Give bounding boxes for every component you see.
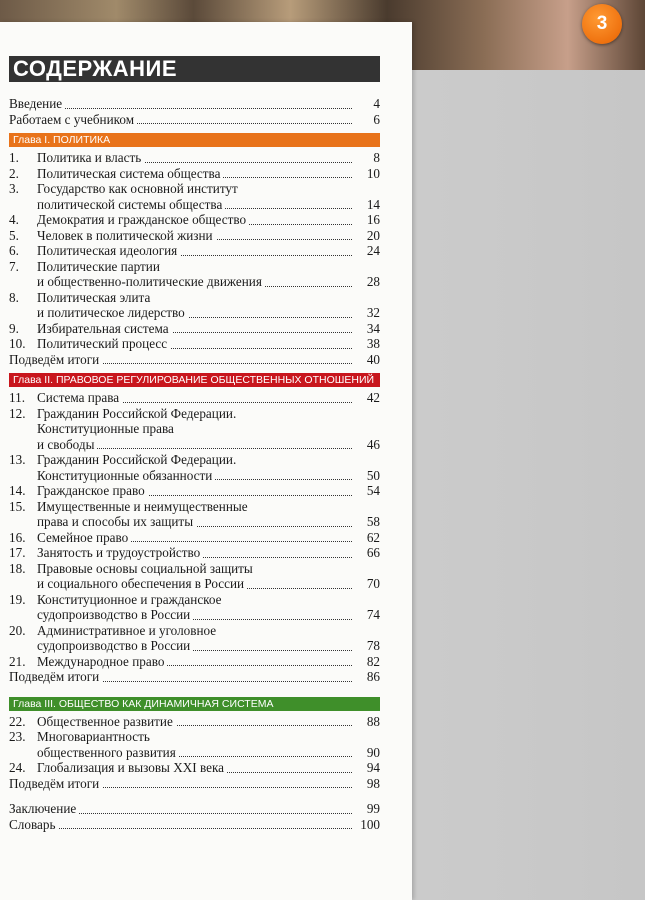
toc-page: 74	[366, 607, 380, 622]
toc-row[interactable]	[9, 437, 380, 453]
toc-title-text: Подведём итоги	[9, 776, 102, 791]
toc-title	[37, 714, 352, 730]
toc-title	[37, 729, 352, 745]
toc-row[interactable]	[9, 669, 380, 685]
toc-title-text: политической системы общества	[37, 197, 225, 212]
toc-number: 21.	[9, 653, 26, 669]
toc-title	[37, 483, 352, 499]
toc-row[interactable]	[9, 352, 380, 368]
chapter-heading: Глава III. ОБЩЕСТВО КАК ДИНАМИЧНАЯ СИСТЕМА	[9, 697, 380, 711]
toc-title-text: Словарь	[9, 817, 59, 832]
toc-page: 46	[366, 436, 380, 452]
toc-title	[37, 243, 352, 259]
toc-title	[37, 545, 352, 561]
toc-row[interactable]	[9, 545, 380, 561]
toc-row[interactable]	[9, 530, 380, 546]
page-sheet	[0, 22, 412, 900]
toc-row[interactable]	[9, 576, 380, 592]
toc-page: 100	[360, 816, 380, 832]
toc-row[interactable]	[9, 801, 380, 817]
toc-number: 16.	[9, 529, 26, 545]
toc-title	[9, 776, 352, 792]
toc-number: 23.	[9, 729, 26, 744]
toc-row[interactable]	[9, 336, 380, 352]
toc-row[interactable]	[9, 290, 380, 306]
toc-number: 22.	[9, 713, 26, 729]
toc-page: 24	[366, 243, 380, 258]
toc-title	[37, 760, 352, 776]
toc-number: 1.	[9, 150, 19, 165]
toc-row[interactable]	[9, 228, 380, 244]
toc-title-text: Гражданин Российской Федерации.	[37, 406, 239, 421]
toc-row[interactable]	[9, 499, 380, 515]
toc-title-text: Политика и власть	[37, 150, 144, 165]
toc-row[interactable]	[9, 321, 380, 337]
toc-page: 98	[366, 775, 380, 791]
chapter-heading: Глава II. ПРАВОВОЕ РЕГУЛИРОВАНИЕ ОБЩЕСТВЕННЫХ ОТНОШЕНИЙ	[9, 373, 380, 387]
toc-row[interactable]	[9, 776, 380, 792]
title-bar	[9, 56, 380, 82]
toc-title-text: судопроизводство в России	[37, 607, 193, 622]
toc-row[interactable]	[9, 166, 380, 182]
toc-title-text: и социального обеспечения в России	[37, 576, 247, 591]
toc-number: 19.	[9, 591, 26, 607]
toc-number: 8.	[9, 289, 19, 305]
toc-title	[37, 452, 352, 468]
toc-title	[37, 228, 352, 244]
toc-title-text: Избирательная система	[37, 321, 172, 336]
toc-title	[37, 421, 352, 437]
toc-row[interactable]	[9, 421, 380, 437]
toc-title	[37, 745, 352, 761]
toc-title	[37, 576, 352, 592]
toc-title-text: и политическое лидерство	[37, 305, 188, 320]
toc-title-text: судопроизводство в России	[37, 638, 193, 653]
toc-row[interactable]	[9, 638, 380, 654]
toc-page: 34	[366, 320, 380, 336]
toc-number: 24.	[9, 760, 26, 775]
toc-title	[9, 96, 352, 112]
toc-title	[37, 321, 352, 337]
toc-title-text: Подведём итоги	[9, 669, 102, 684]
toc-title	[37, 150, 352, 166]
toc-title	[37, 623, 352, 639]
toc-title-text: и свободы	[37, 437, 97, 452]
toc-title	[37, 290, 352, 306]
toc-title	[37, 390, 352, 406]
toc-title-text: Демократия и гражданское общество	[37, 212, 249, 227]
toc-row[interactable]	[9, 592, 380, 608]
toc-page: 70	[366, 576, 380, 591]
toc-number: 3.	[9, 181, 19, 196]
toc-title-text: Политические партии	[37, 259, 163, 274]
toc-title-text: Система права	[37, 390, 122, 405]
toc-row[interactable]	[9, 390, 380, 406]
toc-title	[37, 561, 352, 577]
toc-number: 5.	[9, 227, 19, 243]
toc-page: 32	[366, 305, 380, 320]
toc-title	[37, 259, 352, 275]
toc-number: 13.	[9, 452, 26, 467]
toc-page: 14	[366, 196, 380, 212]
toc-number: 18.	[9, 560, 26, 576]
toc-title-text: Общественное развитие	[37, 714, 176, 729]
toc-row[interactable]	[9, 607, 380, 623]
toc-title	[9, 352, 352, 368]
toc-row[interactable]	[9, 212, 380, 228]
toc-page: 6	[373, 111, 380, 127]
toc-title-text: Многовариантность	[37, 729, 153, 744]
toc-row[interactable]	[9, 623, 380, 639]
toc-row[interactable]	[9, 305, 380, 321]
toc-row[interactable]	[9, 259, 380, 275]
toc-number: 15.	[9, 498, 26, 514]
toc-title-text: Конституционные обязанности	[37, 468, 215, 483]
toc-row[interactable]	[9, 561, 380, 577]
toc-title	[37, 530, 352, 546]
toc-page: 28	[366, 274, 380, 289]
toc-row[interactable]	[9, 243, 380, 259]
toc-row[interactable]	[9, 729, 380, 745]
toc-title-text: Государство как основной институт	[37, 181, 241, 196]
toc-page: 99	[366, 801, 380, 816]
toc-row[interactable]	[9, 483, 380, 499]
toc-number: 11.	[9, 390, 25, 405]
toc-number: 6.	[9, 243, 19, 258]
toc-title-text: Административное и уголовное	[37, 623, 219, 638]
toc-page: 62	[366, 529, 380, 545]
toc-number: 9.	[9, 320, 19, 336]
toc-title	[37, 514, 352, 530]
toc-page: 20	[366, 227, 380, 243]
toc-row[interactable]	[9, 112, 380, 128]
toc-title-text: Введение	[9, 96, 65, 111]
toc-title	[37, 654, 352, 670]
toc-title-text: Глобализация и вызовы XXI века	[37, 760, 227, 775]
toc-page: 54	[366, 483, 380, 498]
toc-page: 16	[366, 212, 380, 227]
leader-dots	[9, 828, 352, 829]
toc-number: 17.	[9, 545, 26, 560]
toc-page: 42	[366, 390, 380, 405]
toc-title	[37, 212, 352, 228]
toc-number: 4.	[9, 212, 19, 227]
toc-row[interactable]	[9, 406, 380, 422]
toc-row[interactable]	[9, 817, 380, 833]
table-of-contents	[9, 96, 380, 832]
toc-title	[9, 801, 352, 817]
toc-title-text: Правовые основы социальной защиты	[37, 561, 256, 576]
page-number-badge: 3	[582, 4, 622, 44]
toc-page: 88	[366, 713, 380, 729]
toc-title-text: Международное право	[37, 654, 167, 669]
toc-title	[9, 669, 352, 685]
toc-title-text: и общественно-политические движения	[37, 274, 265, 289]
toc-title-text: Подведём итоги	[9, 352, 102, 367]
toc-page: 50	[366, 467, 380, 483]
toc-title-text: общественного развития	[37, 745, 179, 760]
toc-title	[37, 437, 352, 453]
toc-row[interactable]	[9, 714, 380, 730]
toc-row[interactable]	[9, 197, 380, 213]
toc-number: 20.	[9, 622, 26, 638]
toc-title-text: Конституционные права	[37, 421, 177, 436]
toc-title-text: Работаем с учебником	[9, 112, 137, 127]
toc-title	[37, 305, 352, 321]
toc-title-text: Человек в политической жизни	[37, 228, 216, 243]
toc-row[interactable]	[9, 452, 380, 468]
toc-title	[37, 274, 352, 290]
toc-title-text: Заключение	[9, 801, 79, 816]
toc-row[interactable]	[9, 745, 380, 761]
toc-page: 90	[366, 744, 380, 760]
toc-number: 7.	[9, 258, 19, 274]
toc-number: 12.	[9, 405, 26, 421]
toc-page: 10	[366, 165, 380, 181]
toc-page: 94	[366, 760, 380, 775]
toc-number: 14.	[9, 483, 26, 498]
toc-title	[37, 166, 352, 182]
toc-title-text: Политический процесс	[37, 336, 170, 351]
toc-page: 4	[373, 96, 380, 111]
toc-title	[37, 499, 352, 515]
toc-row[interactable]	[9, 514, 380, 530]
toc-title-text: Семейное право	[37, 530, 131, 545]
toc-page: 8	[373, 150, 380, 165]
toc-page: 38	[366, 336, 380, 351]
toc-title	[37, 406, 352, 422]
toc-title	[37, 197, 352, 213]
toc-title-text: Гражданское право	[37, 483, 148, 498]
toc-title-text: Имущественные и неимущественные	[37, 499, 251, 514]
toc-title	[37, 336, 352, 352]
toc-page: 86	[366, 669, 380, 684]
toc-row[interactable]	[9, 654, 380, 670]
toc-number: 2.	[9, 165, 19, 181]
toc-row[interactable]	[9, 96, 380, 112]
toc-row[interactable]	[9, 181, 380, 197]
toc-row[interactable]	[9, 468, 380, 484]
spacer	[9, 791, 380, 801]
toc-title-text: Политическая идеология	[37, 243, 180, 258]
toc-title-text: Политическая элита	[37, 290, 153, 305]
toc-title	[9, 112, 352, 128]
toc-page: 40	[366, 351, 380, 367]
toc-title-text: Политическая система общества	[37, 166, 223, 181]
toc-title-text: Занятость и трудоустройство	[37, 545, 203, 560]
toc-row[interactable]	[9, 760, 380, 776]
toc-title	[37, 638, 352, 654]
toc-page: 82	[366, 653, 380, 669]
toc-title	[37, 592, 352, 608]
toc-title-text: Конституционное и гражданское	[37, 592, 225, 607]
toc-title-text: права и способы их защиты	[37, 514, 196, 529]
toc-title	[37, 181, 352, 197]
chapter-heading: Глава I. ПОЛИТИКА	[9, 133, 380, 147]
toc-number: 10.	[9, 336, 26, 351]
toc-title-text: Гражданин Российской Федерации.	[37, 452, 239, 467]
spacer	[9, 685, 380, 691]
toc-row[interactable]	[9, 274, 380, 290]
toc-page: 66	[366, 545, 380, 560]
toc-title	[9, 817, 352, 833]
toc-page: 78	[366, 638, 380, 653]
toc-row[interactable]	[9, 150, 380, 166]
toc-title	[37, 607, 352, 623]
toc-page: 58	[366, 514, 380, 529]
toc-title	[37, 468, 352, 484]
page-title: СОДЕРЖАНИЕ	[13, 56, 178, 81]
